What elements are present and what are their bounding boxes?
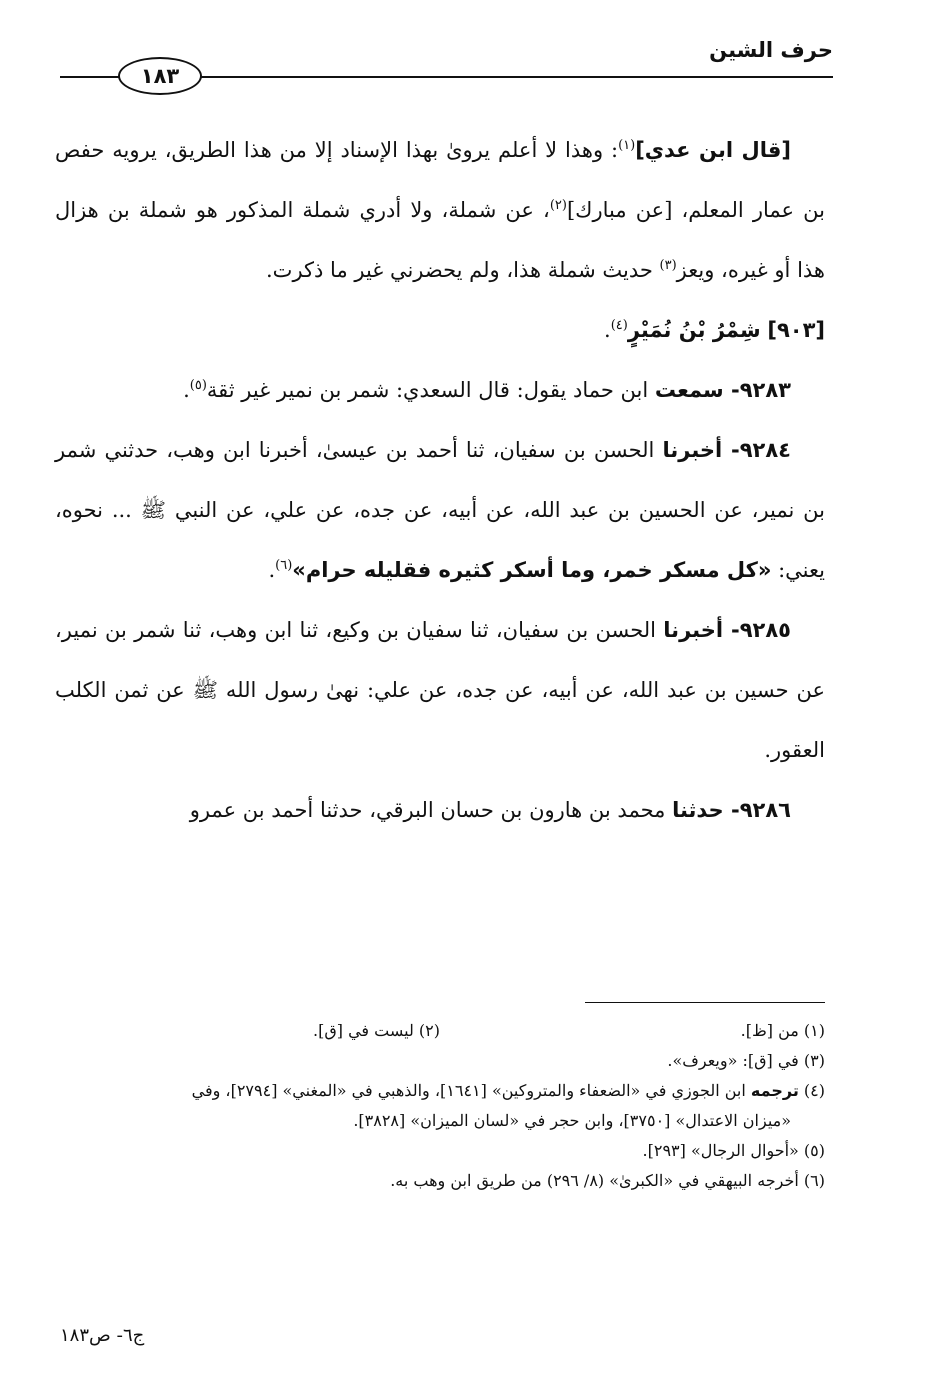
hadith-9286	[55, 780, 825, 840]
footnote-row	[55, 1016, 825, 1046]
hadith-end: .	[268, 558, 276, 582]
footnote-text: ابن الجوزي في «الضعفاء والمتروكين» [١٦٤١]، والذهبي في «المغني» [٢٧٩٤]، وفي	[191, 1081, 751, 1100]
bracket-citation: [قال ابن عدي]	[635, 138, 791, 162]
entry-number: [٩٠٣]	[767, 318, 825, 342]
hadith-lead: سمعت	[654, 378, 724, 402]
hadith-9284	[55, 420, 825, 600]
paragraph-ibn-adi	[55, 120, 825, 300]
text-segment: حديث شملة هذا، ولم يحضرني غير ما ذكرت.	[266, 258, 660, 282]
footnote-ref-4: (٤)	[610, 318, 628, 333]
hadith-quote: «كل مسكر خمر، وما أسكر كثيره فقليله حرام»	[292, 558, 772, 582]
hadith-number: ٩٢٨٦-	[723, 798, 791, 822]
main-text	[55, 120, 825, 840]
entry-name: شِمْرُ بْنُ نُمَيْرٍ	[627, 318, 761, 342]
hadith-text: ابن حماد يقول: قال السعدي: شمر بن نمير غير ثقة	[206, 378, 655, 402]
footnote-6: (٦) أخرجه البيهقي في «الكبرىٰ» (٨/ ٢٩٦) من طريق ابن وهب به.	[390, 1171, 825, 1190]
footnote-5: (٥) «أحوال الرجال» [٢٩٣].	[642, 1141, 825, 1160]
page-number: ١٨٣	[140, 64, 180, 88]
hadith-text: الحسن بن سفيان، ثنا أحمد بن عيسىٰ، أخبرنا ابن وهب، حدثني شمر بن نمير، عن الحسين بن عبد الله، عن أبيه، عن جده، عن علي، عن النبي ﷺ ... نحوه، يعني:	[55, 438, 825, 582]
header-rule	[200, 76, 833, 78]
header-rule-left	[60, 76, 120, 78]
footnote-rule	[585, 1002, 825, 1003]
footnote-3: (٣) في [ق]: «ويعرف».	[667, 1051, 825, 1070]
running-head: حرف الشين	[709, 38, 833, 62]
footnote-4-continuation: «ميزان الاعتدال» [٣٧٥٠]، وابن حجر في «لسان الميزان» [٣٨٢٨].	[353, 1111, 791, 1130]
hadith-9285	[55, 600, 825, 780]
page-number-oval	[118, 57, 202, 95]
footnote-ref-5: (٥)	[189, 378, 207, 393]
footnote-4	[55, 1076, 825, 1106]
hadith-lead: حدثنا	[672, 798, 724, 822]
hadith-lead: أخبرنا	[663, 618, 724, 642]
hadith-end: .	[183, 378, 190, 402]
footnote-1: (١) من [ظ].	[740, 1021, 825, 1040]
volume-page-ref: ج٦- ص١٨٣	[60, 1325, 145, 1346]
footnote-lead: ترجمه	[750, 1081, 799, 1100]
footnote-number: (٤)	[798, 1081, 825, 1100]
text-segment: : وهذا لا أعلم يروىٰ بهذا الإسناد إلا من هذا الطريق، يرويه حفص بن عمار المعلم، [عن مبارك]	[55, 138, 825, 222]
text-segment: ، عن شملة، ولا أدري شملة المذكور هو شملة بن هزال هذا أو غيره، ويعز	[55, 198, 825, 282]
hadith-number: ٩٢٨٣-	[723, 378, 791, 402]
hadith-text: الحسن بن سفيان، ثنا سفيان بن وكيع، ثنا ابن وهب، ثنا شمر بن نمير، عن حسين بن عبد الله، عن أبيه، عن جده، عن علي: نهىٰ رسول الله ﷺ عن ثمن الكلب العقور.	[55, 618, 825, 762]
hadith-lead: أخبرنا	[662, 438, 723, 462]
footnote-ref-1: (١)	[618, 138, 636, 153]
footnote-ref-3: (٣)	[659, 258, 677, 273]
hadith-number: ٩٢٨٥-	[723, 618, 791, 642]
hadith-9283	[55, 360, 825, 420]
footnote-ref-6: (٦)	[275, 558, 293, 573]
hadith-text: محمد بن هارون بن حسان البرقي، حدثنا أحمد بن عمرو	[189, 798, 673, 822]
footnote-2: (٢) ليست في [ق].	[313, 1021, 440, 1040]
hadith-number: ٩٢٨٤-	[722, 438, 791, 462]
entry-heading	[55, 300, 825, 360]
footnote-ref-2: (٢)	[549, 198, 567, 213]
footnotes	[55, 1016, 825, 1196]
entry-end: .	[604, 318, 611, 342]
